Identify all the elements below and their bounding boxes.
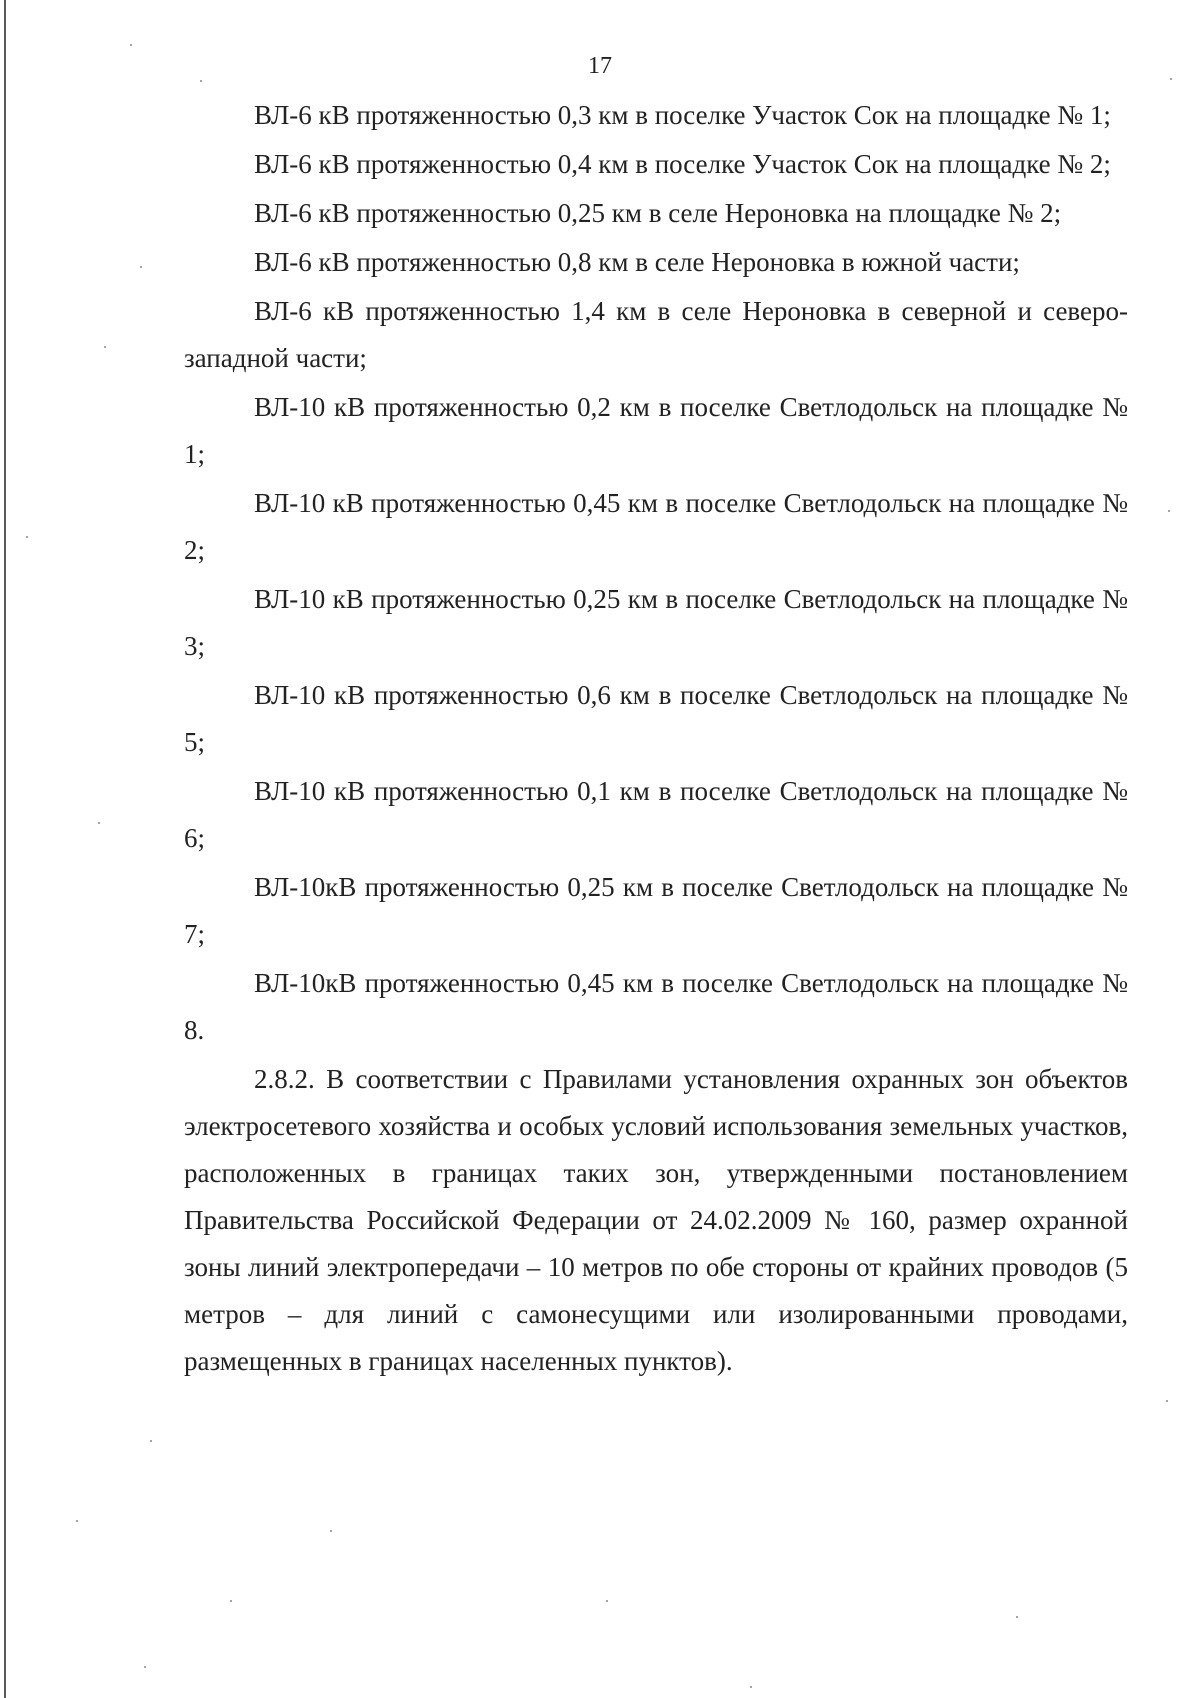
scan-speckle [98, 822, 100, 824]
scan-speckle [26, 536, 28, 538]
scan-speckle [330, 1530, 332, 1532]
list-item: ВЛ-6 кВ протяженностью 1,4 км в селе Нероновка в северной и северо-западной части; [184, 296, 1128, 373]
scan-speckle [144, 1666, 146, 1668]
list-item: ВЛ-10 кВ протяженностью 0,25 км в поселке Светлодольск на площадке № 3; [184, 584, 1128, 661]
scan-speckle [140, 266, 142, 268]
list-item: ВЛ-6 кВ протяженностью 0,25 км в селе Нероновка на площадке № 2; [254, 198, 1062, 228]
scan-speckle [750, 1686, 752, 1688]
list-item: ВЛ-10кВ протяженностью 0,25 км в поселке Светлодольск на площадке № 7; [184, 872, 1128, 949]
scan-speckle [76, 1520, 78, 1522]
page-number: 17 [588, 53, 612, 79]
section-paragraph: 2.8.2. В соответствии с Правилами установления охранных зон объектов электросетевого хозяйства и особых условий использования земельных участков, расположенных в границах таких зон, утвержденными постановлением Правительства Российской Федерации от 24.02.2009 № 160, размер охранной зоны линий электропередачи – 10 метров по обе стороны от крайних проводов (5 метров – для линий с самонесущими или изолированными проводами, размещенных в границах населенных пунктов). [184, 1064, 1128, 1376]
list-item: ВЛ-6 кВ протяженностью 0,3 км в поселке Участок Сок на площадке № 1; [254, 100, 1111, 130]
scan-speckle [130, 44, 132, 46]
list-item: ВЛ-10 кВ протяженностью 0,2 км в поселке Светлодольск на площадке № 1; [184, 392, 1128, 469]
scan-speckle [200, 80, 202, 82]
scan-speckle [606, 1600, 608, 1602]
scan-edge-line [4, 0, 6, 1698]
list-item: ВЛ-6 кВ протяженностью 0,8 км в селе Нероновка в южной части; [254, 247, 1020, 277]
scan-speckle [104, 346, 106, 348]
scan-speckle [1016, 1616, 1018, 1618]
scan-speckle [150, 1440, 152, 1442]
document-body [184, 92, 1128, 1387]
scan-speckle [230, 1600, 232, 1602]
scan-speckle [1170, 78, 1172, 80]
scan-speckle [1168, 510, 1170, 512]
scan-speckle [1166, 1400, 1168, 1402]
list-item: ВЛ-10 кВ протяженностью 0,1 км в поселке Светлодольск на площадке № 6; [184, 776, 1128, 853]
list-item: ВЛ-10 кВ протяженностью 0,6 км в поселке Светлодольск на площадке № 5; [184, 680, 1128, 757]
list-item: ВЛ-10кВ протяженностью 0,45 км в поселке Светлодольск на площадке № 8. [184, 968, 1128, 1045]
list-item: ВЛ-6 кВ протяженностью 0,4 км в поселке Участок Сок на площадке № 2; [254, 149, 1111, 179]
list-item: ВЛ-10 кВ протяженностью 0,45 км в поселке Светлодольск на площадке № 2; [184, 488, 1128, 565]
